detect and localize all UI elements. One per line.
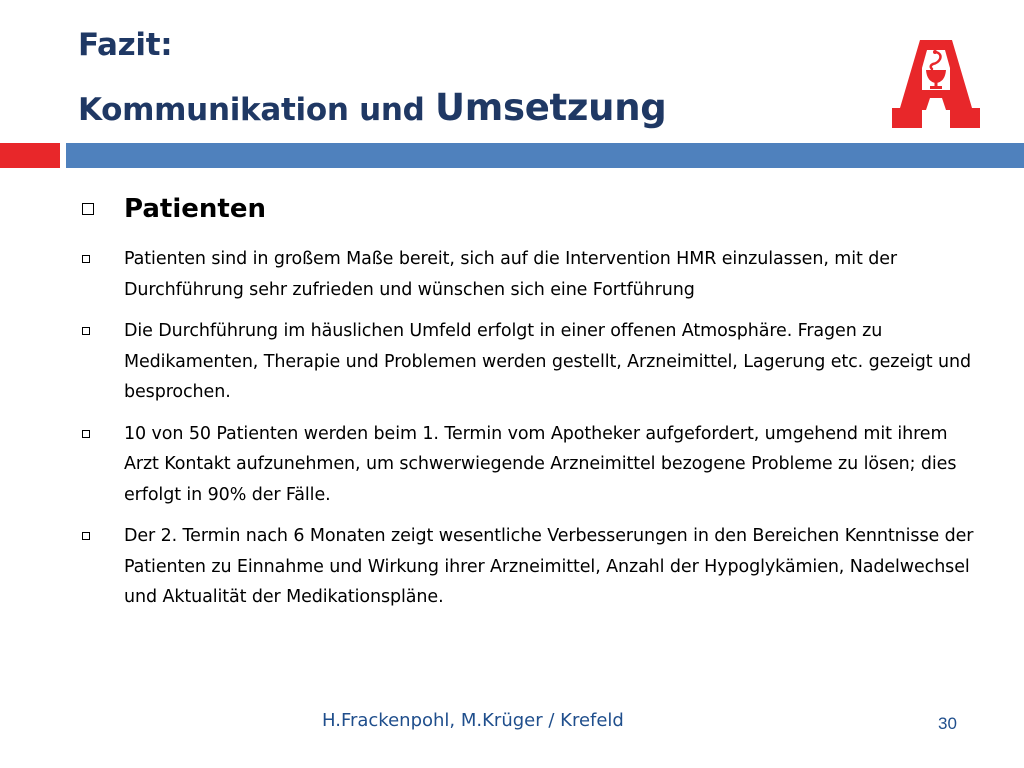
slide-title-line-1: Fazit: — [78, 27, 173, 63]
bullet-item — [80, 244, 980, 305]
square-bullet-icon — [82, 255, 90, 263]
page-number: 30 — [938, 714, 957, 733]
bullet-text: Patienten sind in großem Maße bereit, sich auf die Intervention HMR einzulassen, mit der Durchführung sehr zufrieden und wünschen sich eine Fortführung — [124, 249, 897, 300]
bullet-list — [80, 244, 980, 624]
bullet-item — [80, 316, 980, 408]
section-heading-text: Patienten — [124, 194, 266, 224]
accent-red-block — [0, 143, 60, 168]
footer-authors: H.Frackenpohl, M.Krüger / Krefeld — [322, 710, 624, 731]
bullet-text: 10 von 50 Patienten werden beim 1. Termin vom Apotheker aufgefordert, umgehend mit ihrem Arzt Kontakt aufzunehmen, um schwerwiegende Arzneimittel bezogene Probleme zu lösen; dies erfolgt in 90% der Fälle. — [124, 423, 957, 505]
slide-title-line-2 — [78, 86, 666, 129]
apotheke-a-logo-icon — [890, 38, 982, 130]
section-heading — [80, 194, 266, 224]
title-emphasis: Umsetzung — [435, 86, 667, 129]
square-bullet-icon — [82, 327, 90, 335]
bullet-text: Die Durchführung im häuslichen Umfeld erfolgt in einer offenen Atmosphäre. Fragen zu Medikamenten, Therapie und Problemen werden gestellt, Arzneimittel, Lagerung etc. gezeigt und besprochen. — [124, 321, 971, 402]
bullet-text: Der 2. Termin nach 6 Monaten zeigt wesentliche Verbesserungen in den Bereichen Kenntnisse der Patienten zu Einnahme und Wirkung ihrer Arzneimittel, Anzahl der Hypoglykämien, Nadelwechsel und Aktualität der Medikationspläne. — [124, 526, 974, 607]
bullet-item — [80, 521, 980, 613]
square-bullet-icon — [82, 430, 90, 438]
square-bullet-icon — [82, 203, 94, 215]
bullet-item — [80, 419, 980, 511]
square-bullet-icon — [82, 532, 90, 540]
title-prefix: Kommunikation und — [78, 92, 436, 128]
header-divider-bar — [66, 143, 1024, 168]
